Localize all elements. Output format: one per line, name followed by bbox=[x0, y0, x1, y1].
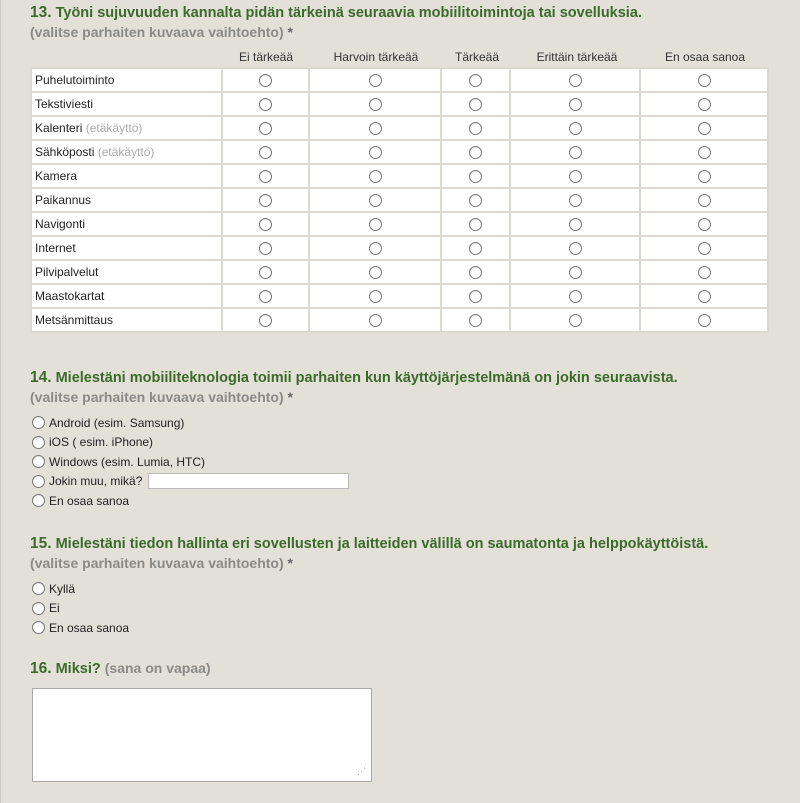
row-label-text: Navigonti bbox=[35, 217, 86, 231]
radio-button[interactable] bbox=[698, 74, 711, 87]
radio-button[interactable] bbox=[369, 266, 382, 279]
radio-button[interactable] bbox=[369, 122, 382, 135]
question-16 bbox=[30, 659, 211, 679]
matrix-cell bbox=[222, 140, 309, 164]
row-hint: (etäkäyttö) bbox=[85, 121, 143, 135]
radio-button[interactable] bbox=[698, 146, 711, 159]
radio-button[interactable] bbox=[569, 74, 582, 87]
option-android[interactable] bbox=[32, 413, 349, 433]
matrix-cell bbox=[510, 92, 640, 116]
required-mark: * bbox=[287, 24, 293, 40]
row-label-text: Maastokartat bbox=[35, 289, 105, 303]
radio-button[interactable] bbox=[698, 314, 711, 327]
radio-button[interactable] bbox=[698, 242, 711, 255]
option-label: Kyllä bbox=[49, 581, 76, 596]
radio-button[interactable] bbox=[469, 98, 482, 111]
matrix-cell bbox=[309, 308, 441, 332]
row-label bbox=[31, 284, 222, 308]
matrix-cell bbox=[441, 140, 510, 164]
matrix-row bbox=[31, 188, 768, 212]
radio-button[interactable] bbox=[569, 146, 582, 159]
matrix-cell bbox=[222, 236, 309, 260]
question-14-title bbox=[30, 368, 678, 388]
radio-button[interactable] bbox=[569, 194, 582, 207]
matrix-row bbox=[31, 92, 768, 116]
row-label bbox=[31, 164, 222, 188]
radio-button[interactable] bbox=[698, 98, 711, 111]
radio-button[interactable] bbox=[698, 122, 711, 135]
row-label bbox=[31, 212, 222, 236]
radio-button[interactable] bbox=[259, 314, 272, 327]
matrix-cell bbox=[222, 212, 309, 236]
row-label-text: Kalenteri bbox=[35, 121, 83, 135]
matrix-cell bbox=[222, 260, 309, 284]
row-label-text: Pilvipalvelut bbox=[35, 265, 99, 279]
option-yes[interactable] bbox=[32, 579, 129, 599]
required-mark: * bbox=[287, 389, 293, 405]
matrix-cell bbox=[640, 92, 768, 116]
question-13-title bbox=[30, 3, 642, 23]
radio-button[interactable] bbox=[469, 266, 482, 279]
radio-button[interactable] bbox=[259, 266, 272, 279]
matrix-cell bbox=[640, 284, 768, 308]
matrix-cell bbox=[222, 92, 309, 116]
option-label: Android (esim. Samsung) bbox=[49, 415, 185, 430]
option-label: Ei bbox=[49, 601, 60, 616]
matrix-cell bbox=[510, 284, 640, 308]
question-15-title bbox=[30, 534, 708, 554]
matrix-cell bbox=[309, 140, 441, 164]
matrix-row bbox=[31, 236, 768, 260]
matrix-cell bbox=[309, 188, 441, 212]
radio-button[interactable] bbox=[469, 290, 482, 303]
row-label-text: Kamera bbox=[35, 169, 78, 183]
question-number: 13. bbox=[30, 4, 52, 21]
matrix-row bbox=[31, 116, 768, 140]
question-15-subtitle bbox=[30, 554, 708, 573]
row-label bbox=[31, 308, 222, 332]
resize-grip-icon[interactable]: ⋰ bbox=[357, 766, 366, 776]
required-mark: * bbox=[287, 555, 293, 571]
column-header: Erittäin tärkeää bbox=[536, 50, 618, 64]
matrix-cell bbox=[510, 116, 640, 140]
radio-button[interactable] bbox=[469, 218, 482, 231]
radio-button[interactable] bbox=[259, 122, 272, 135]
radio-button[interactable] bbox=[698, 170, 711, 183]
radio-button[interactable] bbox=[569, 170, 582, 183]
radio-button[interactable] bbox=[32, 455, 45, 468]
row-label bbox=[31, 68, 222, 92]
radio-button[interactable] bbox=[569, 266, 582, 279]
matrix-row bbox=[31, 164, 768, 188]
radio-button[interactable] bbox=[569, 290, 582, 303]
matrix-cell bbox=[640, 308, 768, 332]
option-label: Windows (esim. Lumia, HTC) bbox=[49, 454, 206, 469]
row-label bbox=[31, 236, 222, 260]
matrix-cell bbox=[222, 308, 309, 332]
matrix-row bbox=[31, 140, 768, 164]
matrix-cell bbox=[441, 260, 510, 284]
radio-button[interactable] bbox=[32, 436, 45, 449]
matrix-cell bbox=[640, 68, 768, 92]
radio-button[interactable] bbox=[369, 290, 382, 303]
matrix-cell bbox=[510, 68, 640, 92]
matrix-cell bbox=[441, 68, 510, 92]
option-label: Jokin muu, mikä? bbox=[49, 474, 143, 489]
question-number: 15. bbox=[30, 535, 52, 552]
matrix-cell bbox=[309, 164, 441, 188]
instruction-text: (valitse parhaiten kuvaava vaihtoehto) bbox=[30, 389, 284, 405]
row-label bbox=[31, 260, 222, 284]
option-label: En osaa sanoa bbox=[49, 493, 130, 508]
row-label-text: Metsänmittaus bbox=[35, 313, 114, 327]
page-edge bbox=[0, 0, 1, 803]
matrix-row bbox=[31, 212, 768, 236]
matrix-cell bbox=[309, 284, 441, 308]
question-number: 14. bbox=[30, 369, 52, 386]
option-label: En osaa sanoa bbox=[49, 620, 130, 635]
matrix-cell bbox=[510, 188, 640, 212]
row-label-text: Internet bbox=[35, 241, 76, 255]
os-options bbox=[32, 413, 349, 511]
matrix-row bbox=[31, 308, 768, 332]
matrix-cell bbox=[222, 116, 309, 140]
row-label bbox=[31, 140, 222, 164]
instruction-text: (valitse parhaiten kuvaava vaihtoehto) bbox=[30, 555, 284, 571]
radio-button[interactable] bbox=[469, 74, 482, 87]
option-no[interactable] bbox=[32, 599, 129, 619]
radio-button[interactable] bbox=[369, 98, 382, 111]
radio-button[interactable] bbox=[369, 170, 382, 183]
radio-button[interactable] bbox=[32, 494, 45, 507]
option-ios[interactable] bbox=[32, 433, 349, 453]
matrix-cell bbox=[309, 92, 441, 116]
matrix-cell bbox=[640, 236, 768, 260]
radio-button[interactable] bbox=[369, 74, 382, 87]
row-label-text: Tekstiviesti bbox=[35, 97, 94, 111]
radio-button[interactable] bbox=[32, 602, 45, 615]
instruction-text: (valitse parhaiten kuvaava vaihtoehto) bbox=[30, 24, 284, 40]
matrix-cell bbox=[441, 92, 510, 116]
radio-button[interactable] bbox=[469, 194, 482, 207]
radio-button[interactable] bbox=[698, 266, 711, 279]
matrix-cell bbox=[309, 260, 441, 284]
radio-button[interactable] bbox=[259, 74, 272, 87]
matrix-cell bbox=[222, 68, 309, 92]
radio-button[interactable] bbox=[698, 290, 711, 303]
row-label-text: Paikannus bbox=[35, 193, 92, 207]
matrix-cell bbox=[510, 308, 640, 332]
column-header: Harvoin tärkeää bbox=[333, 50, 419, 64]
radio-button[interactable] bbox=[369, 194, 382, 207]
option-windows[interactable] bbox=[32, 452, 349, 472]
option-dont-know[interactable] bbox=[32, 618, 129, 638]
radio-button[interactable] bbox=[369, 146, 382, 159]
column-header: Ei tärkeää bbox=[238, 50, 294, 64]
question-14-subtitle bbox=[30, 388, 678, 407]
matrix-cell bbox=[640, 140, 768, 164]
radio-button[interactable] bbox=[32, 621, 45, 634]
question-text: Mielestäni mobiiliteknologia toimii parhaiten kun käyttöjärjestelmänä on jokin seuraavista. bbox=[55, 370, 678, 386]
column-header: En osaa sanoa bbox=[664, 50, 746, 64]
radio-button[interactable] bbox=[569, 242, 582, 255]
radio-button[interactable] bbox=[469, 146, 482, 159]
importance-matrix bbox=[30, 67, 769, 333]
row-label-text: Puhelutoiminto bbox=[35, 73, 115, 87]
row-label bbox=[31, 92, 222, 116]
radio-button[interactable] bbox=[569, 314, 582, 327]
matrix-cell bbox=[640, 260, 768, 284]
radio-button[interactable] bbox=[259, 218, 272, 231]
matrix-cell bbox=[510, 140, 640, 164]
matrix-cell bbox=[640, 212, 768, 236]
matrix-cell bbox=[222, 164, 309, 188]
radio-button[interactable] bbox=[569, 218, 582, 231]
matrix-cell bbox=[309, 68, 441, 92]
question-13 bbox=[30, 3, 642, 42]
radio-button[interactable] bbox=[259, 242, 272, 255]
question-text: Mielestäni tiedon hallinta eri sovellusten ja laitteiden välillä on saumatonta ja helppokäyttöistä. bbox=[55, 536, 709, 552]
matrix-cell bbox=[309, 116, 441, 140]
matrix-cell bbox=[441, 284, 510, 308]
question-text: Työni sujuvuuden kannalta pidän tärkeinä seuraavia mobiilitoimintoja tai sovelluksia. bbox=[55, 5, 642, 21]
row-label-text: Sähköposti bbox=[35, 145, 95, 159]
matrix-cell bbox=[222, 284, 309, 308]
matrix-cell bbox=[441, 236, 510, 260]
option-label: iOS ( esim. iPhone) bbox=[49, 435, 154, 450]
matrix-cell bbox=[441, 188, 510, 212]
matrix-cell bbox=[640, 116, 768, 140]
matrix-row bbox=[31, 284, 768, 308]
column-header: Tärkeää bbox=[454, 50, 500, 64]
radio-button[interactable] bbox=[569, 98, 582, 111]
matrix-cell bbox=[510, 212, 640, 236]
radio-button[interactable] bbox=[32, 475, 45, 488]
instruction-text: (sana on vapaa) bbox=[104, 660, 211, 676]
matrix-cell bbox=[510, 236, 640, 260]
why-textarea[interactable] bbox=[32, 688, 372, 782]
question-13-subtitle bbox=[30, 23, 642, 42]
radio-button[interactable] bbox=[469, 170, 482, 183]
matrix-cell bbox=[309, 236, 441, 260]
radio-button[interactable] bbox=[259, 146, 272, 159]
question-15 bbox=[30, 534, 708, 573]
radio-button[interactable] bbox=[698, 218, 711, 231]
matrix-cell bbox=[441, 164, 510, 188]
option-other[interactable] bbox=[32, 472, 349, 492]
matrix-cell bbox=[441, 116, 510, 140]
matrix-column-headers bbox=[0, 50, 800, 66]
radio-button[interactable] bbox=[469, 242, 482, 255]
question-text: Miksi? bbox=[55, 661, 101, 677]
radio-button[interactable] bbox=[259, 290, 272, 303]
row-label bbox=[31, 116, 222, 140]
row-hint: (etäkäyttö) bbox=[97, 145, 155, 159]
radio-button[interactable] bbox=[469, 122, 482, 135]
radio-button[interactable] bbox=[369, 242, 382, 255]
radio-button[interactable] bbox=[32, 416, 45, 429]
matrix-cell bbox=[222, 188, 309, 212]
question-16-title bbox=[30, 659, 211, 679]
other-text-input[interactable] bbox=[148, 473, 349, 489]
radio-button[interactable] bbox=[369, 218, 382, 231]
matrix-cell bbox=[510, 164, 640, 188]
matrix-row bbox=[31, 68, 768, 92]
seamless-options bbox=[32, 579, 129, 638]
matrix-cell bbox=[510, 260, 640, 284]
radio-button[interactable] bbox=[259, 170, 272, 183]
row-label bbox=[31, 188, 222, 212]
matrix-cell bbox=[309, 212, 441, 236]
matrix-row bbox=[31, 260, 768, 284]
option-dont-know[interactable] bbox=[32, 491, 349, 511]
radio-button[interactable] bbox=[32, 582, 45, 595]
matrix-cell bbox=[640, 164, 768, 188]
radio-button[interactable] bbox=[369, 314, 382, 327]
matrix-cell bbox=[640, 188, 768, 212]
radio-button[interactable] bbox=[259, 98, 272, 111]
radio-button[interactable] bbox=[259, 194, 272, 207]
radio-button[interactable] bbox=[469, 314, 482, 327]
question-14 bbox=[30, 368, 678, 407]
question-number: 16. bbox=[30, 660, 52, 677]
radio-button[interactable] bbox=[698, 194, 711, 207]
matrix-cell bbox=[441, 212, 510, 236]
radio-button[interactable] bbox=[569, 122, 582, 135]
matrix-cell bbox=[441, 308, 510, 332]
